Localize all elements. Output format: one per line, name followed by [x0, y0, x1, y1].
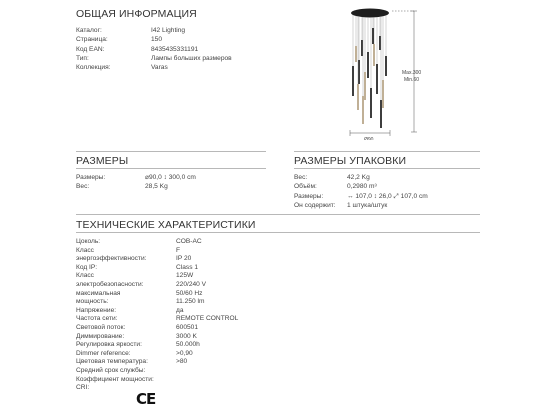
- row-value: ↔ 107,0 ↕ 26,0 ⤢ 107,0 cm: [347, 192, 428, 200]
- rod-light: [362, 96, 364, 124]
- tech-top-rule: [76, 214, 480, 215]
- row-value: 0,2980 m³: [347, 183, 377, 191]
- row-label: Цветовая температура:: [76, 358, 148, 366]
- rod-light: [370, 88, 372, 118]
- row-label: Регулировка яркости:: [76, 341, 142, 349]
- package-title: РАЗМЕРЫ УПАКОВКИ: [294, 155, 407, 167]
- rod-light: [358, 60, 360, 84]
- row-value: IP 20: [176, 255, 192, 263]
- rod-light: [352, 66, 354, 96]
- rod-light: [376, 64, 378, 94]
- row-label: Размеры:: [294, 192, 324, 200]
- row-value: I42 Lighting: [151, 27, 186, 34]
- rod-light: [385, 56, 387, 76]
- row-label: энергоэффективности:: [76, 255, 147, 263]
- sizes-title: РАЗМЕРЫ: [76, 155, 129, 167]
- hanging-rods: [352, 15, 387, 128]
- row-value: 600501: [176, 324, 199, 331]
- rod-light: [372, 28, 374, 44]
- row-value: >0,90: [176, 349, 193, 357]
- diameter-label: Ø90: [364, 137, 374, 140]
- row-label: Тип:: [76, 54, 89, 62]
- row-label: Объём:: [294, 183, 317, 191]
- rod-light: [364, 72, 366, 100]
- tech-title: ТЕХНИЧЕСКИЕ ХАРАКТЕРИСТИКИ: [76, 219, 256, 231]
- row-label: Размеры:: [76, 174, 106, 181]
- sizes-bottom-rule: [76, 168, 266, 169]
- row-label: Световой поток:: [76, 324, 126, 331]
- row-label: Класс: [76, 272, 94, 280]
- row-label: Диммирование:: [76, 332, 125, 340]
- ce-mark: CE: [136, 390, 156, 408]
- row-value: REMOTE CONTROL: [176, 315, 239, 323]
- row-label: Напряжение:: [76, 306, 117, 314]
- general-info-title: ОБЩАЯ ИНФОРМАЦИЯ: [76, 8, 197, 20]
- row-label: Страница:: [76, 36, 108, 44]
- tech-bottom-rule: [76, 232, 480, 233]
- row-label: Класс: [76, 246, 94, 254]
- row-label: Вес:: [76, 183, 90, 191]
- row-label: CRI:: [76, 384, 90, 392]
- rod-light: [361, 40, 363, 56]
- row-value: 28,5 Kg: [145, 183, 168, 191]
- rod-light: [382, 80, 384, 108]
- row-label: электробезопасности:: [76, 281, 144, 288]
- sizes-top-rule: [76, 151, 266, 152]
- row-label: Каталог:: [76, 27, 102, 34]
- package-top-rule: [294, 151, 480, 152]
- canopy-shape: [351, 9, 389, 18]
- row-value: 50.000h: [176, 341, 200, 349]
- row-value: 3000 K: [176, 332, 197, 340]
- row-label: Код EAN:: [76, 45, 105, 53]
- row-value: 8435435331191: [151, 45, 199, 53]
- row-value: да: [176, 306, 184, 314]
- row-label: Он содержит:: [294, 201, 336, 209]
- row-label: Средний срок службы:: [76, 367, 146, 374]
- row-label: Коэффициент мощности:: [76, 375, 154, 383]
- row-value: F: [176, 246, 181, 254]
- row-label: Коллекция:: [76, 64, 111, 72]
- diameter-dimension-line: [350, 130, 390, 136]
- row-value: Varas: [151, 64, 168, 72]
- row-value: ⌀90,0 ↕ 300,0 cm: [145, 174, 196, 181]
- package-bottom-rule: [294, 168, 480, 169]
- row-label: Частота сети:: [76, 315, 118, 323]
- height-label-min: Min.60: [404, 77, 420, 83]
- row-label: мощность:: [76, 298, 109, 306]
- row-value: 150: [151, 36, 163, 44]
- row-value: COB-AC: [176, 238, 202, 245]
- row-label: Код IP:: [76, 263, 98, 271]
- rod-light: [357, 84, 359, 110]
- row-value: 125W: [176, 272, 194, 280]
- row-label: Вес:: [294, 174, 308, 181]
- row-label: Цоколь:: [76, 238, 101, 245]
- height-label-max: Max.300: [402, 70, 422, 76]
- rod-light: [373, 44, 375, 66]
- row-value: Лампы больших размеров: [151, 54, 232, 62]
- rod-light: [380, 100, 382, 128]
- rod-light: [367, 52, 369, 78]
- row-value: >80: [176, 358, 188, 366]
- row-value: 42,2 Kg: [347, 174, 370, 181]
- row-value: 11.250 lm: [176, 298, 205, 306]
- rod-light: [355, 46, 357, 62]
- row-value: 50/60 Hz: [176, 289, 203, 297]
- product-drawing: [330, 0, 430, 140]
- rod-light: [379, 36, 381, 50]
- row-value: 1 штука/штук: [347, 201, 388, 209]
- row-value: Class 1: [176, 263, 198, 271]
- row-label: максимальная: [76, 289, 121, 297]
- row-label: Dimmer reference:: [76, 349, 131, 357]
- row-value: 220/240 V: [176, 281, 207, 288]
